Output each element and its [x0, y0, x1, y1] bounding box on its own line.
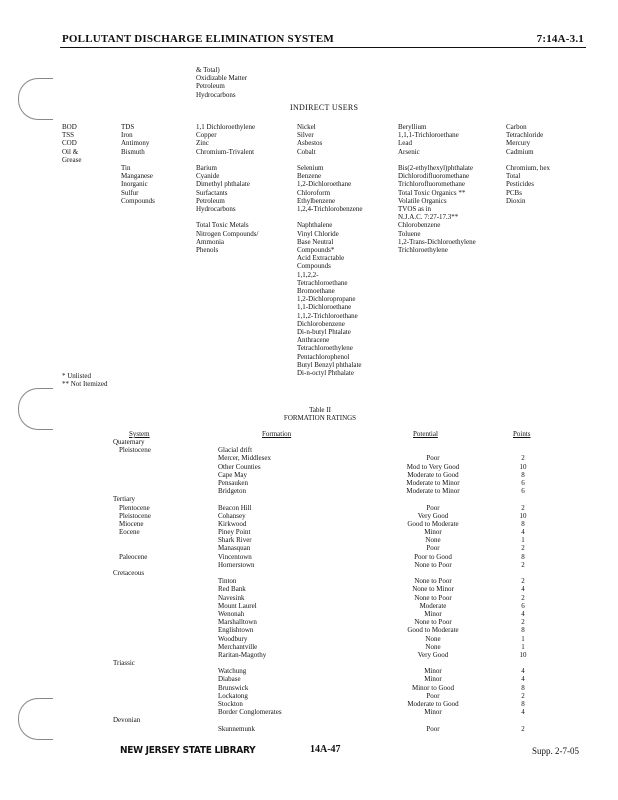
table-cell-formation: Skunnemunk	[218, 724, 255, 733]
table-cell-potential	[383, 495, 483, 503]
table-cell-potential: Poor	[426, 691, 440, 700]
table-cell-potential: Minor	[424, 609, 442, 618]
table-cell-subsystem	[119, 659, 151, 667]
indirect-item: Ethylbenzene	[297, 196, 336, 205]
indirect-column-4	[297, 123, 362, 377]
table-cell-points: 8	[521, 700, 525, 708]
table-cell-subsystem	[119, 643, 151, 651]
indirect-item: Antimony	[121, 139, 150, 148]
table-cell-formation: Mercer, Middlesex	[218, 454, 271, 463]
table-cell-potential: Poor	[426, 454, 440, 463]
footnote-unlisted: * Unlisted	[62, 372, 91, 380]
table-cell-potential: Minor	[424, 675, 442, 684]
table-cell-formation: Glacial drift	[218, 446, 253, 455]
indirect-item: Phenols	[196, 246, 219, 255]
indirect-item: Chlorobenzene	[398, 221, 441, 230]
indirect-item: Pesticides	[506, 180, 534, 189]
table-cell-points: 2	[521, 454, 525, 463]
table-cell-potential: None to Poor	[414, 560, 452, 569]
indirect-item: Silver	[297, 131, 314, 140]
indirect-item: Di-n-octyl Phthalate	[297, 369, 354, 378]
table-cell-subsystem	[119, 675, 151, 683]
table-cell-formation: Diabase	[218, 675, 241, 684]
indirect-item: 1,2-Trans-Dichloroethylene	[398, 237, 476, 246]
table-cell-formation: Lockatong	[218, 691, 248, 700]
table-cell-subsystem	[119, 725, 151, 733]
indirect-item: Di-n-butyl Phtalate	[297, 328, 351, 337]
column-header-formation: Formation	[262, 430, 292, 438]
indirect-item: Hydrocarbons	[196, 205, 236, 214]
footnote-not-itemized: ** Not Itemized	[62, 380, 108, 388]
indirect-item: 1,1-Dichloroethane	[297, 303, 352, 312]
indirect-item: Asbestos	[297, 139, 323, 148]
table-cell-points	[510, 495, 536, 503]
table-cell-points: 2	[521, 618, 525, 627]
table-cell-subsystem	[119, 602, 151, 610]
table-cell-system: Devonian	[113, 716, 141, 725]
column-header-potential: Potential	[413, 430, 438, 438]
table-cell-subsystem	[119, 577, 151, 585]
indirect-item: Acid Extractable	[297, 254, 345, 263]
indirect-item: Barium	[196, 164, 217, 173]
footer-supplement-date: Supp. 2-7-05	[532, 746, 579, 756]
table-cell-formation	[218, 716, 282, 724]
table-cell-potential: None	[425, 536, 441, 545]
indirect-item	[398, 156, 476, 164]
table-cell-formation: Pensauken	[218, 478, 248, 487]
table-cell-potential	[383, 438, 483, 446]
indirect-item: Dioxin	[506, 196, 526, 205]
table-cell-formation: Vincentown	[218, 552, 252, 561]
indirect-item: Dichlorodifluoromethane	[398, 172, 470, 181]
table-cell-subsystem	[119, 569, 151, 577]
indirect-column-5	[398, 123, 476, 254]
table-cell-potential: None	[425, 642, 441, 651]
indirect-column-3	[196, 123, 258, 254]
table-cell-formation	[218, 495, 282, 503]
indirect-item: Ammonia	[196, 237, 224, 246]
table-cell-formation: Navesink	[218, 593, 245, 602]
footer-library-stamp: NEW JERSEY STATE LIBRARY	[120, 745, 256, 756]
indirect-item: Chromium, hex	[506, 164, 550, 173]
indirect-item: Naphthalene	[297, 221, 333, 230]
indirect-item: Mercury	[506, 139, 531, 148]
page-header-title: POLLUTANT DISCHARGE ELIMINATION SYSTEM	[62, 33, 334, 45]
table-cell-formation: Mount Laurel	[218, 601, 257, 610]
column-header-system: System	[129, 430, 150, 438]
table-cell-subsystem	[119, 700, 151, 708]
table-cell-formation	[218, 438, 282, 446]
table-cell-subsystem	[119, 536, 151, 544]
indirect-item: Zinc	[196, 139, 209, 148]
table-cell-points: 10	[519, 462, 527, 471]
table-cell-formation: Piney Point	[218, 528, 251, 537]
indirect-item: Base Neutral	[297, 237, 334, 246]
table-cell-potential	[383, 659, 483, 667]
table-cell-formation: Merchantville	[218, 642, 258, 651]
indirect-item: Oil &	[62, 147, 79, 156]
indirect-item: Volatile Organics	[398, 196, 447, 205]
indirect-item	[121, 156, 155, 164]
table-cell-points: 2	[521, 544, 525, 553]
indirect-item	[506, 156, 550, 164]
indirect-item: Cyanide	[196, 172, 220, 181]
table-cell-subsystem	[119, 438, 151, 446]
table-cell-subsystem	[119, 487, 151, 495]
table-potential-column	[383, 438, 483, 733]
table-cell-potential: Minor to Good	[412, 683, 454, 692]
table-cell-subsystem: Miocene	[119, 519, 144, 528]
table-cell-points: 4	[521, 585, 525, 594]
table-cell-formation: Cohansey	[218, 511, 246, 520]
table-cell-formation: Woodbury	[218, 634, 248, 643]
indirect-item: Arsenic	[398, 147, 420, 156]
indirect-item: 1,1,1-Trichloroethane	[398, 131, 459, 140]
table-cell-formation: Watchung	[218, 667, 247, 676]
table-cell-potential: Good to Moderate	[407, 626, 459, 635]
indirect-item: 1,2-Dichloropropane	[297, 295, 356, 304]
indirect-item: Benzene	[297, 172, 322, 181]
table-cell-subsystem: Pleistocene	[119, 511, 151, 520]
table-cell-points: 2	[521, 560, 525, 569]
table-cell-formation: Shark River	[218, 536, 252, 545]
table-cell-formation: Hornerstown	[218, 560, 255, 569]
indirect-item: Nitrogen Compounds/	[196, 229, 259, 238]
table-cell-subsystem	[119, 667, 151, 675]
table-cell-subsystem	[119, 618, 151, 626]
table-points-column	[510, 438, 536, 733]
indirect-item: Pentachlorophenol	[297, 352, 350, 361]
indirect-item: PCBs	[506, 188, 522, 197]
table-cell-subsystem	[119, 585, 151, 593]
table-cell-formation: Red Bank	[218, 585, 246, 594]
indirect-item: 1,2,4-Trichlorobenzene	[297, 205, 363, 214]
table-cell-subsystem	[119, 495, 151, 503]
table-cell-system: Quaternary	[113, 438, 145, 446]
indirect-item: Total	[506, 172, 521, 181]
table-cell-points	[510, 569, 536, 577]
indirect-item: Bromoethane	[297, 287, 335, 296]
table-cell-points: 8	[521, 683, 525, 692]
table-cell-potential	[383, 446, 483, 454]
table-cell-potential: Minor	[424, 667, 442, 676]
top-block-line: Hydrocarbons	[196, 90, 236, 99]
table-cell-formation: Kirkwood	[218, 519, 247, 528]
binder-hole-bottom	[18, 698, 53, 740]
table-cell-subsystem	[119, 684, 151, 692]
table-cell-points: 10	[519, 511, 527, 520]
table-cell-points: 8	[521, 519, 525, 528]
table-cell-points: 8	[521, 626, 525, 635]
indirect-item: N.J.A.C. 7:27-17.3**	[398, 213, 459, 222]
indirect-item: Compounds	[121, 196, 155, 205]
indirect-item: Trichlorofluoromethane	[398, 180, 466, 189]
indirect-item: TDS	[121, 123, 135, 131]
table-cell-points: 6	[521, 601, 525, 610]
indirect-item: Butyl Benzyl phthalate	[297, 360, 362, 369]
indirect-item: Sulfur	[121, 188, 139, 197]
table-cell-formation: Brunswick	[218, 683, 249, 692]
indirect-item	[297, 156, 362, 164]
table-cell-formation: Wenonah	[218, 609, 245, 618]
indirect-item: Petroleum	[196, 196, 225, 205]
indirect-item: 1,1,2,2-	[297, 270, 319, 279]
indirect-item	[196, 213, 258, 221]
table-cell-potential: Minor	[424, 528, 442, 537]
table-cell-subsystem	[119, 692, 151, 700]
indirect-item: Tin	[121, 164, 131, 173]
table-cell-subsystem: Plentocene	[119, 503, 150, 512]
indirect-item: Selenium	[297, 164, 324, 173]
column-header-points: Points	[513, 430, 531, 438]
table-cell-points: 2	[521, 503, 525, 512]
indirect-item: 1,1 Dichloroethylene	[196, 123, 256, 131]
indirect-item: Dichlorobenzene	[297, 319, 345, 328]
indirect-item: Bismuth	[121, 147, 145, 156]
table-cell-subsystem	[119, 651, 151, 659]
top-block-line: & Total)	[196, 66, 220, 74]
table-cell-subsystem: Paleocene	[119, 552, 148, 561]
indirect-item: Manganese	[121, 172, 153, 181]
indirect-item: Chloroform	[297, 188, 331, 197]
table-cell-subsystem	[119, 544, 151, 552]
table-cell-formation: Other Counties	[218, 462, 261, 471]
table-cell-formation	[218, 659, 282, 667]
table-cell-subsystem	[119, 594, 151, 602]
table-cell-subsystem	[119, 716, 151, 724]
indirect-item: Cadmium	[506, 147, 534, 156]
table-cell-formation: Marshalltown	[218, 618, 257, 627]
table-cell-formation: Border Conglomerates	[218, 708, 282, 717]
binder-hole-top	[18, 78, 53, 120]
indirect-item: Iron	[121, 131, 133, 140]
table-cell-potential: Moderate to Minor	[406, 478, 460, 487]
table-cell-points	[510, 446, 536, 454]
table-cell-potential: Moderate to Good	[407, 700, 459, 708]
table-cell-potential: Moderate to Minor	[406, 487, 460, 496]
table-cell-potential: None to Poor	[414, 593, 452, 602]
table-cell-system: Cretaceous	[113, 569, 145, 577]
table-cell-points: 4	[521, 675, 525, 684]
page-header-code: 7:14A-3.1	[536, 33, 584, 45]
table-cell-potential: Poor	[426, 503, 440, 512]
table-cell-subsystem	[119, 561, 151, 569]
table-cell-points: 4	[521, 528, 525, 537]
indirect-item: Chromium-Trivalent	[196, 147, 255, 156]
table-cell-subsystem	[119, 708, 151, 716]
indirect-item: 1,1,2-Trichloroethane	[297, 311, 358, 320]
table-cell-points: 2	[521, 593, 525, 602]
indirect-item: Trichloroethylene	[398, 246, 448, 255]
table-cell-subsystem	[119, 626, 151, 634]
table-cell-potential: Moderate to Good	[407, 470, 459, 479]
indirect-item: TVOS as in	[398, 205, 432, 214]
table-cell-points: 2	[521, 724, 525, 733]
indirect-item: Copper	[196, 131, 217, 140]
indirect-item: Bis(2-ethylhexyl)phthalate	[398, 164, 474, 173]
table-cell-formation	[218, 569, 282, 577]
table-cell-potential: Poor	[426, 724, 440, 733]
table-cell-subsystem	[119, 479, 151, 487]
table-cell-potential: Poor	[426, 544, 440, 553]
indirect-item: Compounds	[297, 262, 331, 271]
top-block-line: Petroleum	[196, 82, 225, 91]
indirect-item: Vinyl Chloride	[297, 229, 339, 238]
table-cell-system: Tertiary	[113, 495, 136, 504]
table-cell-points: 10	[519, 650, 527, 659]
header-rule	[60, 47, 586, 48]
indirect-item: Dimethyl phthalate	[196, 180, 250, 189]
table-cell-points: 1	[521, 642, 525, 651]
table-formation-column	[218, 438, 282, 733]
table-cell-points: 8	[521, 470, 525, 479]
table-cell-points: 4	[521, 708, 525, 717]
table-cell-subsystem	[119, 454, 151, 462]
indirect-item: Carbon	[506, 123, 527, 131]
table-cell-potential: None to Poor	[414, 577, 452, 586]
table-cell-points	[510, 659, 536, 667]
table-cell-points: 6	[521, 478, 525, 487]
table-cell-potential: None to Poor	[414, 618, 452, 627]
table-cell-subsystem	[119, 610, 151, 618]
table-cell-potential: Moderate	[419, 601, 447, 610]
table-cell-points: 2	[521, 577, 525, 586]
table-cell-points	[510, 438, 536, 446]
table-subtitle: FORMATION RATINGS	[283, 414, 357, 422]
table-cell-points	[510, 716, 536, 724]
table-cell-formation: Tinton	[218, 577, 237, 586]
indirect-item: Tetrachloride	[506, 131, 544, 140]
table-cell-system: Triassic	[113, 659, 135, 668]
table-cell-subsystem: Pleistocene	[119, 446, 151, 455]
table-cell-potential: Good to Moderate	[407, 519, 459, 528]
top-block	[196, 66, 247, 99]
table-cell-potential: Poor to Good	[414, 552, 452, 561]
table-cell-formation: Cape May	[218, 470, 247, 479]
indirect-column-6	[506, 123, 550, 205]
table-cell-potential	[383, 569, 483, 577]
table-cell-potential: Mod to Very Good	[406, 462, 460, 471]
table-cell-points: 1	[521, 536, 525, 545]
indirect-item: Total Toxic Metals	[196, 221, 249, 230]
table-cell-potential	[383, 716, 483, 724]
indirect-item: Tetrachloroethylene	[297, 344, 353, 353]
indirect-item: TSS	[62, 131, 75, 140]
indirect-item: Tetrachloroethane	[297, 278, 348, 287]
indirect-column-2	[121, 123, 155, 205]
table-cell-formation: Raritan-Magothy	[218, 650, 267, 659]
indirect-item: COD	[62, 139, 77, 148]
table-cell-formation: Englishtown	[218, 626, 254, 635]
table-cell-subsystem	[119, 635, 151, 643]
indirect-column-1	[62, 123, 81, 164]
indirect-item: 1,2-Dichloroethane	[297, 180, 352, 189]
table-cell-subsystem	[119, 471, 151, 479]
table-cell-formation: Stockton	[218, 700, 243, 708]
table-cell-subsystem	[119, 463, 151, 471]
table-cell-points: 6	[521, 487, 525, 496]
table-cell-formation: Bridgeton	[218, 487, 246, 496]
table-cell-subsystem: Eocene	[119, 528, 140, 537]
indirect-users-title: INDIRECT USERS	[290, 103, 359, 112]
indirect-item: Toluene	[398, 229, 421, 238]
indirect-item: Beryllium	[398, 123, 427, 131]
table-cell-formation: Manasquan	[218, 544, 251, 553]
indirect-item: Cobalt	[297, 147, 316, 156]
indirect-item	[196, 156, 258, 164]
top-block-line: Oxidizable Matter	[196, 74, 248, 83]
table-cell-potential: Very Good	[417, 511, 449, 520]
indirect-item: Total Toxic Organics **	[398, 188, 466, 197]
table-cell-points: 2	[521, 691, 525, 700]
indirect-item: BOD	[62, 123, 77, 131]
indirect-item	[297, 213, 362, 221]
table-cell-points: 1	[521, 634, 525, 643]
table-cell-formation: Beacon Hill	[218, 503, 252, 512]
footer-page-number: 14A-47	[310, 744, 341, 755]
table-cell-potential: None	[425, 634, 441, 643]
table-cell-points: 8	[521, 552, 525, 561]
table-cell-potential: None to Minor	[412, 585, 454, 594]
table-cell-points: 4	[521, 667, 525, 676]
indirect-item: Lead	[398, 139, 412, 148]
table-cell-potential: Very Good	[417, 650, 449, 659]
indirect-item: Anthracene	[297, 336, 330, 345]
indirect-item: Nickel	[297, 123, 316, 131]
indirect-item: Surfactants	[196, 188, 228, 197]
table-title: Table II	[309, 406, 331, 414]
indirect-item: Grease	[62, 155, 82, 164]
table-cell-points: 4	[521, 609, 525, 618]
table-subsystem-column	[119, 438, 151, 733]
indirect-item: Compounds*	[297, 246, 335, 255]
table-cell-potential: Minor	[424, 708, 442, 717]
indirect-item: Inorganic	[121, 180, 148, 189]
